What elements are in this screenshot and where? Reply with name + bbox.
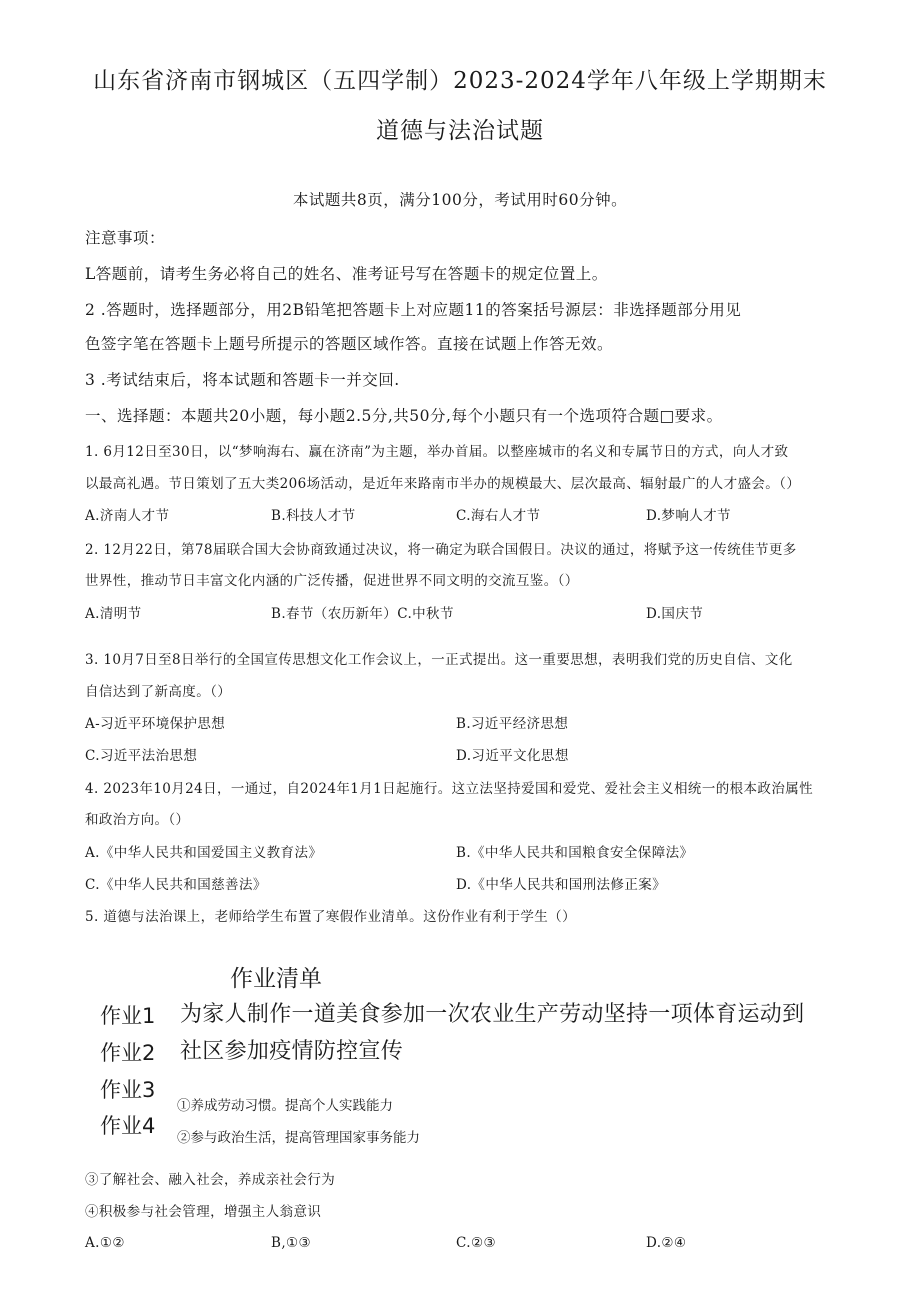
q1-option-d: D.梦响人才节 [646, 508, 731, 524]
q5-option-d: D.②④ [646, 1235, 687, 1251]
q5-stem: 5. 道德与法治课上，老师给学生布置了寒假作业清单。这份作业有利于学生（） [85, 909, 576, 925]
q2-stem-line1: 2. 12月22日，第78届联合国大会协商致通过决议，将一确定为联合国假日。决议的通过，将赋予这一传统佳节更多 [85, 542, 797, 558]
homework-label-1: 作业1 [100, 1004, 156, 1028]
q2-option-d: D.国庆节 [646, 606, 704, 622]
q4-option-d: D.《中华人民共和国刑法修正案》 [456, 877, 667, 893]
note-2-line2: 色签字笔在答题卡上题号所提示的答题区域作答。直接在试题上作答无效。 [85, 335, 614, 353]
q3-option-a: A-习近平环境保护思想 [85, 716, 226, 732]
q4-option-b: B.《中华人民共和国粮食安全保障法》 [456, 845, 694, 861]
q5-option-c: C.②③ [456, 1235, 496, 1251]
homework-text-line1: 为家人制作一道美食参加一次农业生产劳动坚持一项体育运动到 [180, 1002, 805, 1027]
notes-heading: 注意事项： [85, 229, 166, 247]
q2-stem-line2: 世界性，推动节日丰富文化内涵的广泛传播，促进世界不同文明的交流互鉴。（） [85, 573, 579, 589]
q1-option-c: C.海右人才节 [456, 508, 541, 524]
q1-stem-line2: 以最高礼遇。节日策划了五大类206场活动，是近年来路南市半办的规模最大、层次最高、辐射最广的人才盛会。（） [85, 476, 801, 492]
exam-title-line2: 道德与法治试题 [376, 118, 544, 144]
q3-stem-line1: 3. 10月7日至8日举行的全国宣传思想文化工作会议上，一正式提出。这一重要思想，表明我们党的历史自信、文化 [85, 652, 793, 668]
q5-choice-4: ④积极参与社会管理，增强主人翁意识 [85, 1204, 322, 1220]
homework-list-title: 作业清单 [230, 966, 322, 992]
q2-option-bc: B.春节（农历新年）C.中秋节 [271, 606, 454, 622]
q4-stem-line2: 和政治方向。（） [85, 812, 190, 828]
q5-option-a: A.①② [85, 1235, 125, 1251]
q4-option-c: C.《中华人民共和国慈善法》 [85, 877, 267, 893]
q3-stem-line2: 自信达到了新高度。（） [85, 684, 232, 700]
homework-text-line2: 社区参加疫情防控宣传 [180, 1039, 404, 1064]
homework-label-3: 作业3 [100, 1078, 156, 1102]
homework-label-4: 作业4 [100, 1114, 156, 1138]
q5-choice-3: ③了解社会、融入社会，养成亲社会行为 [85, 1172, 336, 1188]
q4-option-a: A.《中华人民共和国爱国主义教育法》 [85, 845, 323, 861]
q3-option-c: C.习近平法治思想 [85, 748, 198, 764]
q5-option-b: B,①③ [271, 1235, 312, 1251]
q2-option-a: A.清明节 [85, 606, 142, 622]
exam-title-line1: 山东省济南市钢城区（五四学制）2023-2024学年八年级上学期期末 [93, 68, 827, 94]
q4-stem-line1: 4. 2023年10月24日，一通过，自2024年1月1日起施行。这立法坚持爱国和爱党、爱社会主义相统一的根本政治属性 [85, 781, 814, 797]
section1-heading: 一、选择题：本题共20小题，每小题2.5分,共50分,每个小题只有一个选项符合题□要求。 [85, 407, 723, 425]
homework-label-2: 作业2 [100, 1041, 156, 1065]
q3-option-d: D.习近平文化思想 [456, 748, 569, 764]
q1-option-a: A.济南人才节 [85, 508, 170, 524]
q5-choice-2: ②参与政治生活，提高管理国家事务能力 [177, 1130, 420, 1146]
q3-option-b: B.习近平经济思想 [456, 716, 569, 732]
exam-meta: 本试题共8页，满分100分，考试用时60分钟。 [292, 191, 628, 209]
note-2-line1: 2 .答题时，选择题部分，用2B铅笔把答题卡上对应题11的答案括号源层：非选择题部分用见 [85, 301, 742, 319]
q1-stem-line1: 1. 6月12日至30日，以“梦响海右、赢在济南”为主题，举办首届。以整座城市的名义和专属节日的方式，向人才致 [85, 444, 789, 460]
note-3: 3 .考试结束后，将本试题和答题卡一并交回. [85, 371, 400, 389]
note-1: L答题前，请考生务必将自己的姓名、准考证号写在答题卡的规定位置上。 [85, 265, 608, 283]
q1-option-b: B.科技人才节 [271, 508, 356, 524]
q5-choice-1: ①养成劳动习惯。提高个人实践能力 [177, 1098, 393, 1114]
